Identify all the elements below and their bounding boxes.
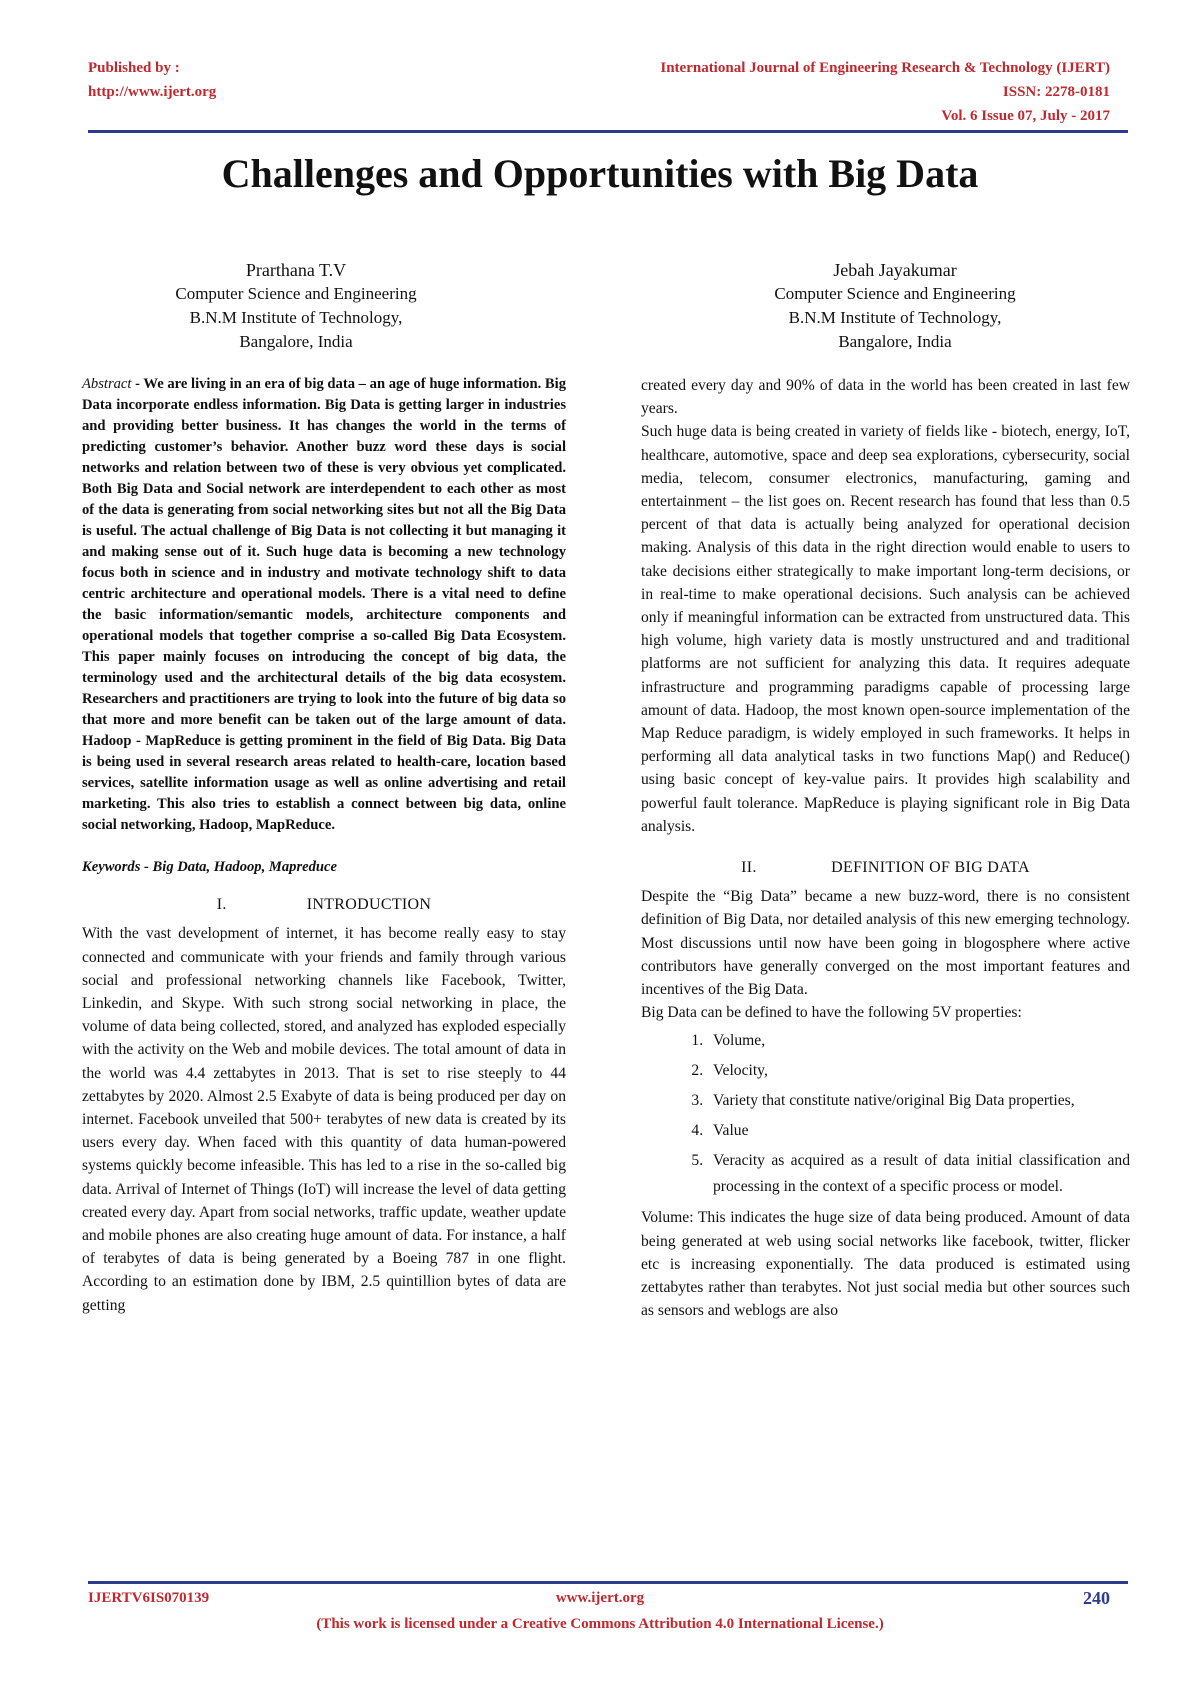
author-block-2 — [695, 258, 1095, 354]
paragraph: Big Data can be defined to have the following 5V properties: — [641, 1004, 1022, 1022]
list-item: 3. Variety that constitute native/original Big Data properties, — [707, 1088, 1130, 1114]
section-title: INTRODUCTION — [306, 896, 432, 914]
author-inst: B.N.M Institute of Technology, — [788, 308, 1002, 327]
introduction-paragraph: With the vast development of internet, it has become really easy to stay connected and communicate with your friends and family through various social and professional networking channels like Facebook, Twitter, Linkedin, and Skype. With such strong social networking in place, the volume of data being collected, stored, and analyzed has exploded especially with the activity on the Web and mobile devices. The total amount of data in the world was 4.4 zettabytes in 2013. That is set to rise steeply to 44 zettabytes by 2020. Almost 2.5 Exabyte of data is being produced per day on internet. Facebook unveiled that 500+ terabytes of new data is created by its users every day. When faced with this quantity of data human-powered systems quickly become infeasible. This has led to a rise in the so-called big data. Arrival of Internet of Things (IoT) will increase the level of data getting created every day. Apart from social networks, traffic update, weather update and mobile phones are also creating huge amount of data. For instance, a half of terabytes of data is being generated by a Boeing 787 in one flight. According to an estimation done by IBM, 2.5 quintillion bytes of data are getting — [82, 925, 566, 1314]
section-heading-introduction — [82, 893, 566, 916]
list-item: 1. Volume, — [707, 1028, 1130, 1054]
list-item: 4. Value — [707, 1118, 1130, 1144]
volume-issue: Vol. 6 Issue 07, July - 2017 — [941, 108, 1110, 124]
abstract-label: Abstract — [82, 376, 132, 392]
page-number: 240 — [1083, 1588, 1110, 1608]
list-item: 5. Veracity as acquired as a result of data initial classification and processing in the context of a specific process or model. — [707, 1148, 1130, 1200]
author-inst: B.N.M Institute of Technology, — [189, 308, 403, 327]
section-number: II. — [741, 859, 757, 877]
author-name: Jebah Jayakumar — [833, 260, 957, 280]
abstract-text: - We are living in an era of big data – an age of huge information. Big Data incorporate endless information. Big Data is getting larger in industries and providing better business. It has changes the world in the terms of predicting customer’s behavior. Another buzz word these days is social networks and relation between two of these is very obvious yet complicated. Both Big Data and Social network are interdependent to each other as most of the data is generating from social networking sites but not all the Big Data is useful. The actual challenge of Big Data is not collecting it but managing it and making sense out of it. Such huge data is becoming a new technology focus both in science and in industry and motivate technology shift to data centric architecture and operational models. There is a vital need to define the basic information/semantic models, architecture components and operational models that together comprise a so-called Big Data Ecosystem. This paper mainly focuses on introducing the concept of big data, the terminology used and the architectural details of the big data ecosystem. Researchers and practitioners are trying to look into the future of big data so that more and more benefit can be taken out of the large amount of data. Hadoop - MapReduce is getting prominent in the field of Big Data. Big Data is being used in several research areas related to health-care, location based services, satellite information usage as well as online advertising and retail marketing. This also tries to establish a connect between big data, online social networking, Hadoop, MapReduce. — [82, 376, 566, 833]
author-block-1 — [96, 258, 496, 354]
journal-url[interactable]: http://www.ijert.org — [88, 84, 217, 100]
paragraph: Such huge data is being created in variety of fields like - biotech, energy, IoT, healthcare, automotive, space and deep sea explorations, cybersecurity, social media, telecom, consumer electronics, manufacturing, gaming and entertainment – the list goes on. Recent research has found that less than 0.5 percent of that data is actually being analyzed for operational decision making. Analysis of this data in the right direction would enable to users to take decisions either strategically to make important long-term decisions, or in real-time to make operational decisions. Such analysis can be achieved only if meaningful information can be extracted from unstructured data. This high volume, high variety data is mostly unstructured and and traditional platforms are not sufficient for analyzing this data. It requires adequate infrastructure and programming paradigms capable of processing large amount of data. Hadoop, the most known open-source implementation of the Map Reduce paradigm, is widely employed in such frameworks. It helps in performing all data analytical tasks in two functions Map() and Reduce() using basic concept of key-value pairs. It provides high scalability and powerful fault tolerance. MapReduce is playing significant role in Big Data analysis. — [641, 423, 1130, 835]
published-by: Published by : — [88, 60, 180, 76]
left-column — [82, 374, 566, 1317]
author-dept: Computer Science and Engineering — [774, 284, 1016, 303]
paper-id: IJERTV6IS070139 — [88, 1590, 210, 1606]
properties-list — [641, 1028, 1130, 1200]
author-loc: Bangalore, India — [239, 332, 353, 351]
keywords: Keywords - Big Data, Hadoop, Mapreduce — [82, 859, 337, 875]
list-item: 2. Velocity, — [707, 1058, 1130, 1084]
author-dept: Computer Science and Engineering — [175, 284, 417, 303]
footer-site-link[interactable]: www.ijert.org — [555, 1590, 645, 1606]
author-loc: Bangalore, India — [838, 332, 952, 351]
right-column — [641, 374, 1130, 1323]
paragraph: Volume: This indicates the huge size of data being produced. Amount of data being generated at web using social networks like facebook, twitter, flicker etc is increasing exponentially. The data produced is estimated using zettabytes rather than terabytes. Not just social media but other sources such as sensors and weblogs are also — [641, 1209, 1130, 1320]
header-right — [660, 56, 1110, 128]
section-number: I. — [216, 896, 227, 914]
paragraph: Despite the “Big Data” became a new buzz-word, there is no consistent definition of Big Data, nor detailed analysis of this new emerging technology. Most discussions until now have been going in blogosphere where active contributors have generally converged on the most important features and incentives of the Big Data. — [641, 888, 1130, 999]
license-notice: (This work is licensed under a Creative Commons Attribution 4.0 International License.) — [316, 1616, 884, 1632]
abstract — [82, 374, 566, 836]
author-name: Prarthana T.V — [245, 260, 347, 280]
issn: ISSN: 2278-0181 — [1002, 84, 1110, 100]
footer-divider — [88, 1581, 1128, 1584]
header-divider — [88, 130, 1128, 133]
journal-name: International Journal of Engineering Research & Technology (IJERT) — [660, 60, 1110, 76]
header-left — [88, 56, 216, 104]
section-heading-definition — [641, 856, 1130, 879]
paragraph: created every day and 90% of data in the world has been created in last few years. — [641, 377, 1130, 418]
section-title: DEFINITION OF BIG DATA — [831, 859, 1030, 877]
paper-title: Challenges and Opportunities with Big Data — [221, 151, 979, 196]
